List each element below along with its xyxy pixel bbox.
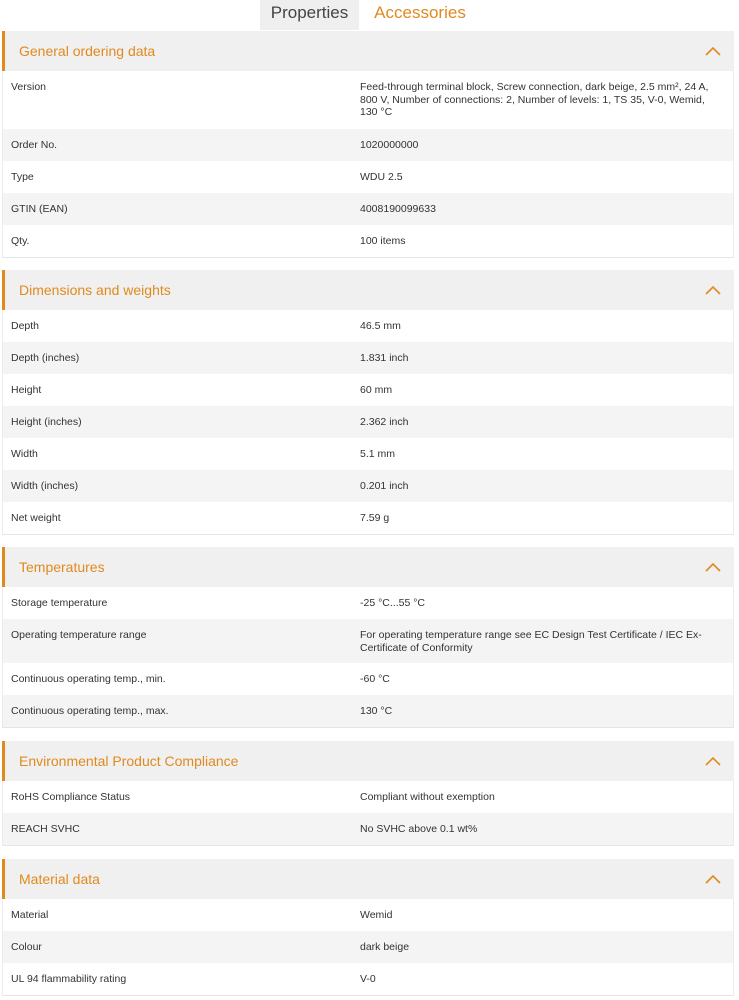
section-divider	[2, 727, 734, 728]
section-header[interactable]	[2, 859, 734, 899]
row-value: 5.1 mm	[360, 448, 396, 460]
section-material-data	[2, 859, 734, 996]
row-value: 46.5 mm	[360, 320, 401, 332]
chevron-up-icon[interactable]	[704, 44, 722, 58]
row-label: Qty.	[11, 235, 30, 247]
table-row	[2, 161, 734, 193]
row-value: V-0	[360, 973, 376, 985]
section-header[interactable]	[2, 547, 734, 587]
row-label: Operating temperature range	[11, 629, 147, 641]
row-label: Storage temperature	[11, 597, 108, 609]
row-label: Order No.	[11, 139, 58, 151]
section-title: Dimensions and weights	[19, 282, 171, 298]
row-label: Width (inches)	[11, 480, 79, 492]
table-row	[2, 342, 734, 374]
row-value: 0.201 inch	[360, 480, 409, 492]
table-row	[2, 502, 734, 534]
row-value: -60 °C	[360, 673, 390, 685]
row-label: RoHS Compliance Status	[11, 791, 131, 803]
table-row	[2, 71, 734, 129]
table-row	[2, 129, 734, 161]
table-row	[2, 225, 734, 257]
chevron-up-icon[interactable]	[704, 560, 722, 574]
section-header[interactable]	[2, 270, 734, 310]
row-value: Feed-through terminal block, Screw connection, dark beige, 2.5 mm², 24 A, 800 V, Number of connections: 2, Number of levels: 1, TS 35, V-0, Wemid, 130 °C	[360, 81, 709, 118]
section-title: Temperatures	[19, 559, 105, 575]
row-label: Depth	[11, 320, 40, 332]
chevron-up-icon[interactable]	[704, 872, 722, 886]
row-value: 2.362 inch	[360, 416, 409, 428]
section-header[interactable]	[2, 31, 734, 71]
row-value: 1.831 inch	[360, 352, 409, 364]
table-row	[2, 310, 734, 342]
row-label: Depth (inches)	[11, 352, 80, 364]
row-label: Continuous operating temp., min.	[11, 673, 166, 685]
section-environmental-compliance	[2, 741, 734, 846]
row-label: Continuous operating temp., max.	[11, 705, 169, 717]
section-title: General ordering data	[19, 43, 156, 59]
chevron-up-icon[interactable]	[704, 754, 722, 768]
row-value: WDU 2.5	[360, 171, 403, 183]
row-label: Colour	[11, 941, 42, 953]
table-row	[2, 813, 734, 845]
section-title: Material data	[19, 871, 100, 887]
row-value: 7.59 g	[360, 512, 390, 524]
row-label: GTIN (EAN)	[11, 203, 68, 215]
table-row	[2, 963, 734, 995]
section-title: Environmental Product Compliance	[19, 753, 239, 769]
row-label: Width	[11, 448, 38, 460]
row-value: 130 °C	[360, 705, 393, 717]
section-divider	[2, 995, 734, 996]
table-row	[2, 193, 734, 225]
row-value: For operating temperature range see EC Design Test Certificate / IEC Ex-Certificate of Conformity	[360, 629, 702, 654]
row-value: Wemid	[360, 909, 393, 921]
table-row	[2, 619, 734, 663]
row-value: Compliant without exemption	[360, 791, 495, 803]
row-value: dark beige	[360, 941, 410, 953]
tab-properties[interactable]: Properties	[260, 0, 359, 30]
row-label: Material	[11, 909, 49, 921]
table-row	[2, 663, 734, 695]
row-value: 4008190099633	[360, 203, 436, 215]
section-divider	[2, 845, 734, 846]
table-row	[2, 470, 734, 502]
row-value: 60 mm	[360, 384, 393, 396]
row-value: 100 items	[360, 235, 406, 247]
row-label: Net weight	[11, 512, 61, 524]
row-value: No SVHC above 0.1 wt%	[360, 823, 478, 835]
row-label: Height	[11, 384, 42, 396]
row-label: UL 94 flammability rating	[11, 973, 127, 985]
table-row	[2, 899, 734, 931]
table-row	[2, 374, 734, 406]
table-row	[2, 438, 734, 470]
row-value: -25 °C...55 °C	[360, 597, 426, 609]
row-label: REACH SVHC	[11, 823, 80, 835]
section-temperatures	[2, 547, 734, 728]
table-row	[2, 587, 734, 619]
table-row	[2, 695, 734, 727]
row-label: Type	[11, 171, 34, 183]
row-label: Version	[11, 81, 47, 93]
tab-accessories[interactable]: Accessories	[374, 3, 466, 22]
section-header[interactable]	[2, 741, 734, 781]
section-general-ordering-data	[2, 31, 734, 258]
table-row	[2, 781, 734, 813]
row-label: Height (inches)	[11, 416, 82, 428]
table-row	[2, 406, 734, 438]
chevron-up-icon[interactable]	[704, 283, 722, 297]
section-divider	[2, 534, 734, 535]
section-dimensions-and-weights	[2, 270, 734, 535]
tab-bar	[0, 0, 739, 30]
row-value: 1020000000	[360, 139, 419, 151]
table-row	[2, 931, 734, 963]
section-divider	[2, 257, 734, 258]
